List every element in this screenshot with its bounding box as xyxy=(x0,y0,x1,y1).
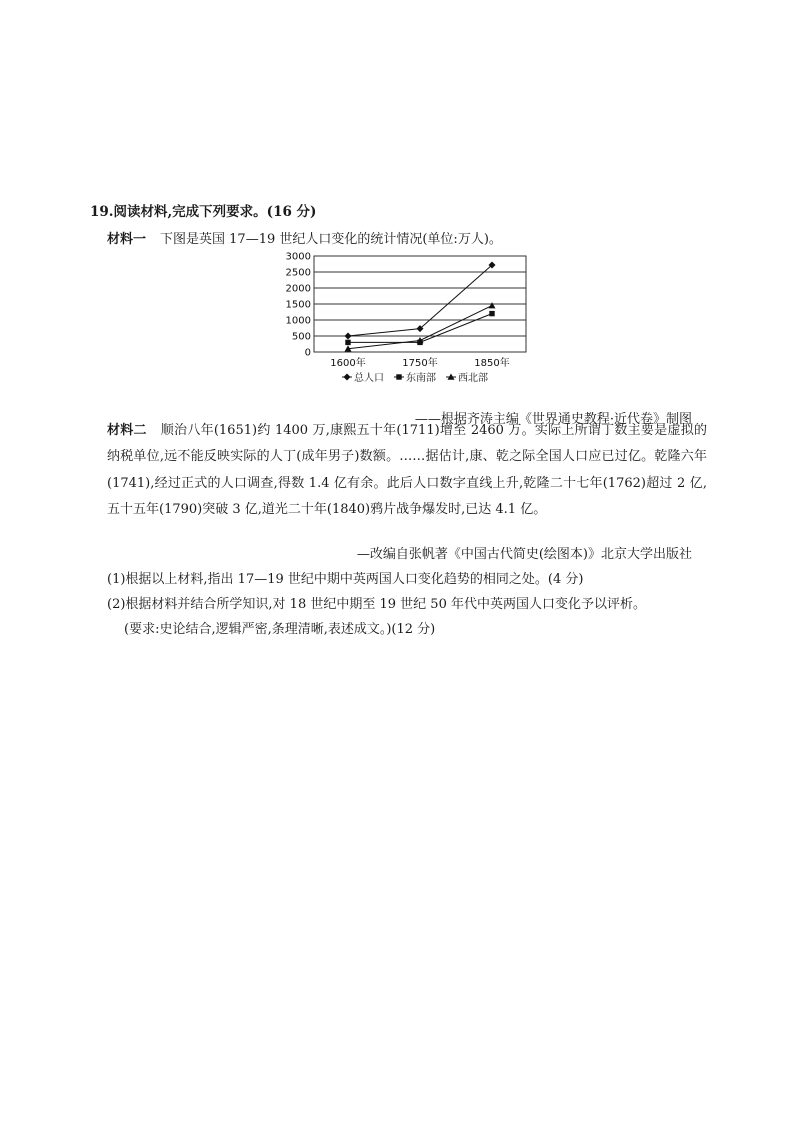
material-2-source: —改编自张帆著《中国古代简史(绘图本)》北京大学出版社 xyxy=(356,547,692,562)
material-2 xyxy=(107,418,707,523)
y-tick-label: 0 xyxy=(304,347,311,359)
task-2: (2)根据材料并结合所学知识,对 18 世纪中期至 19 世纪 50 年代中英两国人口变化予以评析。 xyxy=(107,597,646,612)
y-tick-label: 1000 xyxy=(285,315,311,327)
y-tick-label: 2500 xyxy=(285,267,311,279)
legend-item xyxy=(342,371,384,384)
y-tick-label: 2000 xyxy=(285,283,311,295)
legend-label: 东南部 xyxy=(406,373,436,384)
series-1 xyxy=(345,261,496,339)
task-2-requirement: (要求:史论结合,逻辑严密,条理清晰,表述成文。)(12 分) xyxy=(124,622,436,637)
material-2-text: 顺治八年(1651)约 1400 万,康熙五十年(1711)增至 2460 万。实际上所谓丁数主要是虚拟的纳税单位,远不能反映实际的人丁(成年男子)数额。……据估计,康、乾之际全国人口应已过亿。乾隆六年(1741),经过正式的人口调查,得数 1.4 亿有余。此后人口数字直线上升,乾隆二十七年(1762)超过 2 亿,五十五年(1790)突破 3 亿,道光二十年(1840)鸦片战争爆发时,已达 4.1 亿。 xyxy=(107,423,707,517)
x-tick-label: 1600年 xyxy=(330,358,366,369)
y-tick-label: 3000 xyxy=(285,251,311,263)
data-point-square xyxy=(489,311,494,316)
chart-series xyxy=(345,261,496,351)
legend-item xyxy=(394,371,436,384)
y-tick-label: 500 xyxy=(291,331,311,343)
material-1-label: 材料一 xyxy=(107,232,147,247)
population-line-chart xyxy=(276,248,536,388)
material-1-intro xyxy=(107,228,502,247)
question-title: 19.阅读材料,完成下列要求。(16 分) xyxy=(90,204,317,220)
data-point-diamond xyxy=(344,374,351,381)
legend-label: 西北部 xyxy=(458,373,488,384)
data-point-square xyxy=(345,340,350,345)
data-point-square xyxy=(396,374,401,379)
chart-y-ticks xyxy=(286,252,311,359)
x-tick-label: 1850年 xyxy=(474,358,510,369)
material-1-source: ——根据齐涛主编《世界通史教程·近代卷》制图 xyxy=(414,412,692,427)
chart-x-ticks xyxy=(330,356,509,369)
data-point-triangle xyxy=(489,302,496,308)
legend-label: 总人口 xyxy=(354,373,384,384)
material-2-label: 材料二 xyxy=(107,423,147,438)
chart-legend xyxy=(342,371,488,384)
y-tick-label: 1500 xyxy=(285,299,311,311)
task-1: (1)根据以上材料,指出 17—19 世纪中期中英两国人口变化趋势的相同之处。(4 分) xyxy=(107,572,584,587)
x-tick-label: 1750年 xyxy=(402,358,438,369)
material-1-text: 下图是英国 17—19 世纪人口变化的统计情况(单位:万人)。 xyxy=(160,232,502,247)
legend-item xyxy=(446,371,488,384)
data-point-diamond xyxy=(345,333,352,340)
